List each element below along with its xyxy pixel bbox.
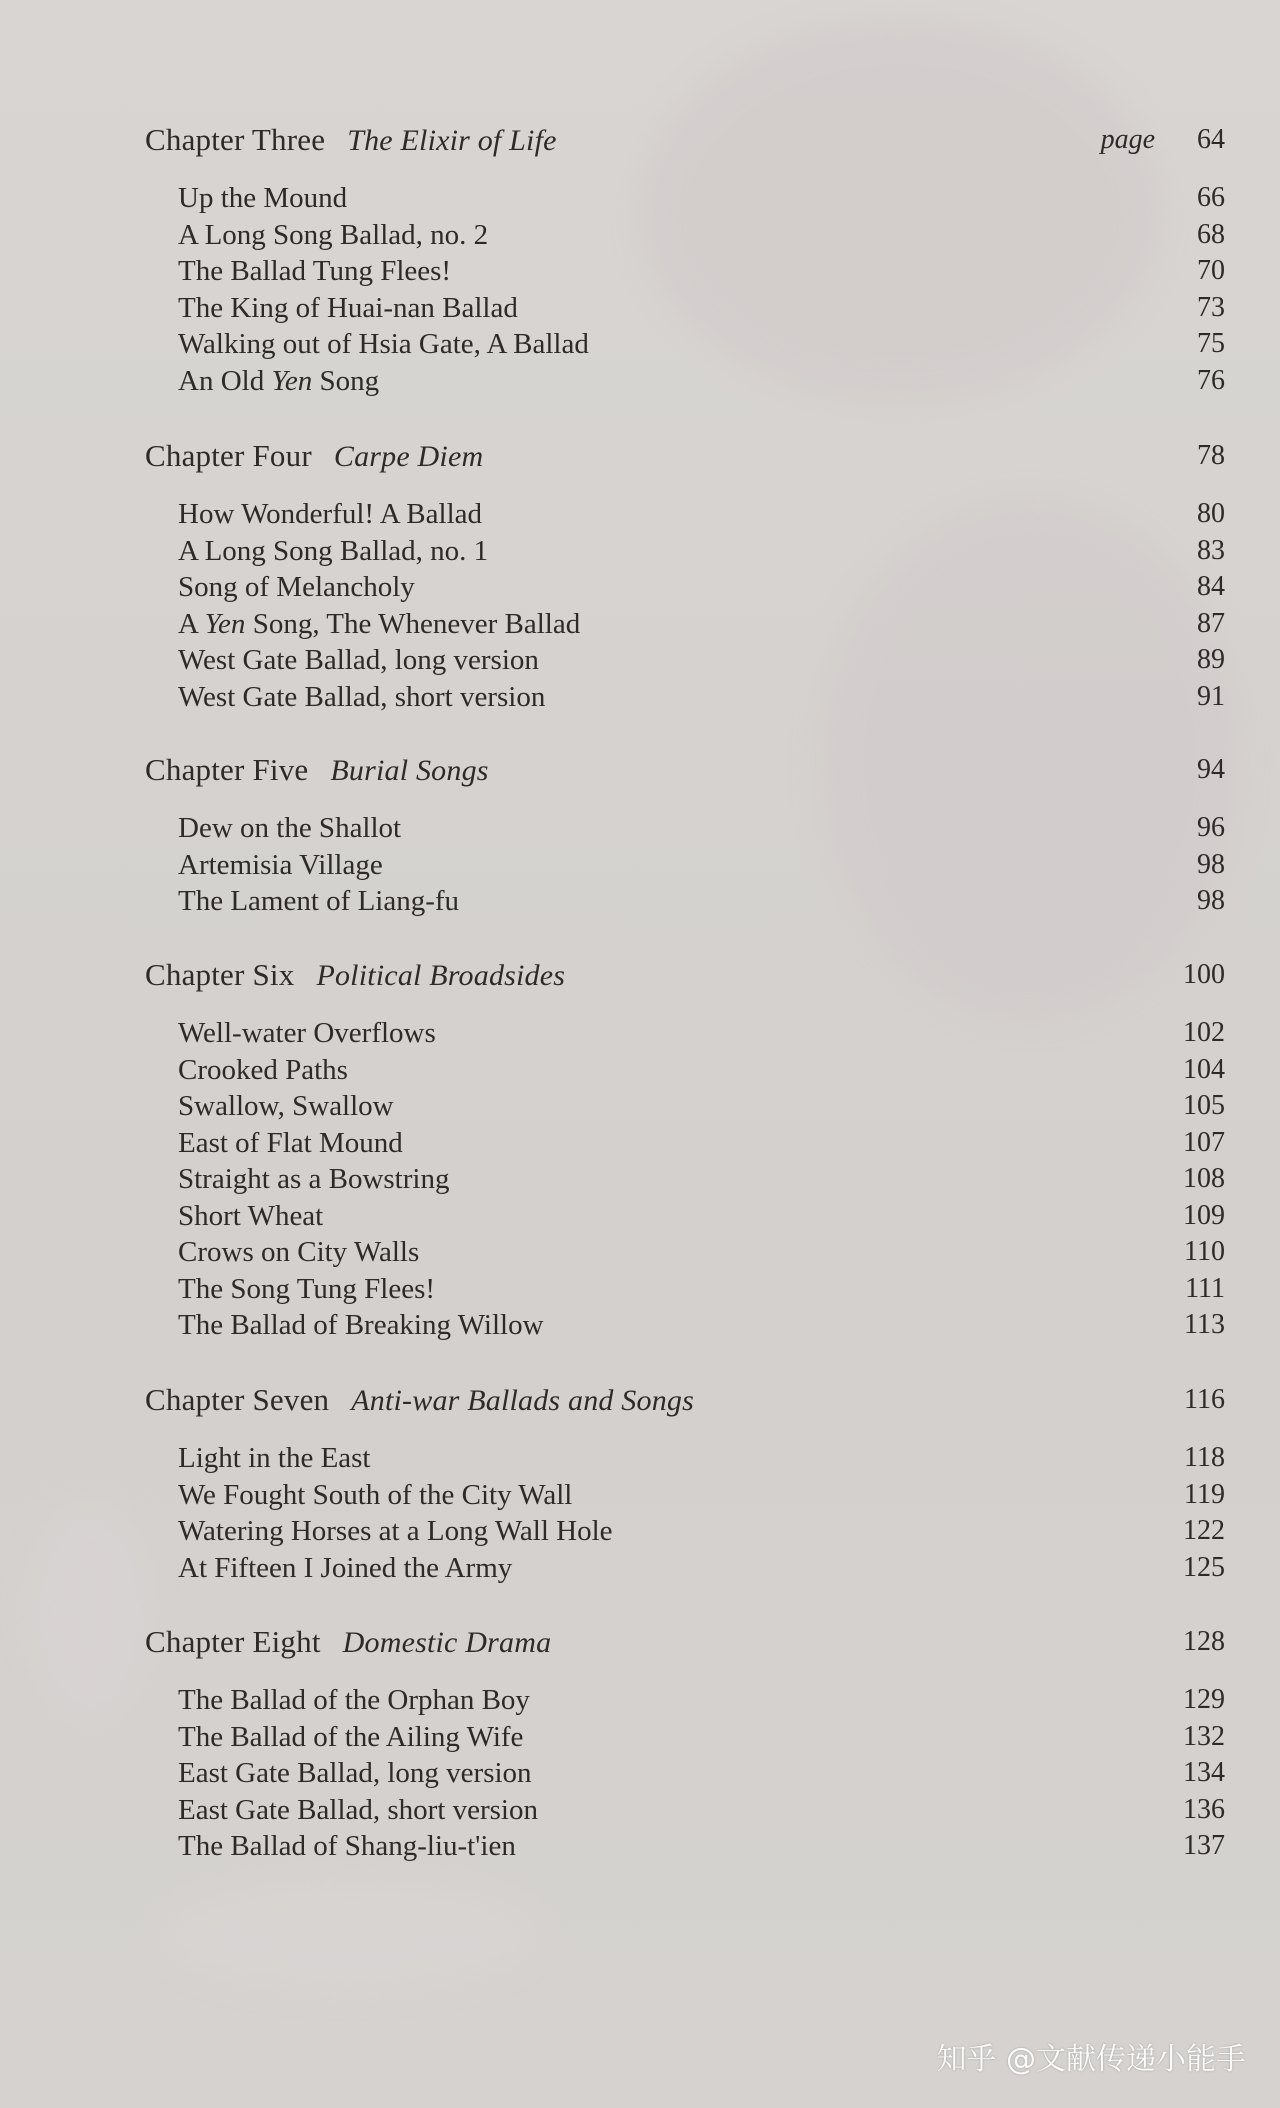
chapter-heading [145, 120, 1225, 160]
chapter-number: Chapter Six [145, 957, 295, 992]
chapter-items [145, 1015, 1225, 1344]
entry-page: 108 [1183, 1163, 1225, 1194]
entry-title: Straight as a Bowstring [178, 1163, 450, 1195]
chapter-items [145, 180, 1225, 399]
chapter-heading [145, 1622, 1225, 1662]
chapter-four [145, 436, 1225, 715]
chapter-page-number: 100 [1183, 959, 1225, 990]
entry-title: The Ballad of Breaking Willow [178, 1309, 544, 1341]
toc-entry[interactable] [145, 1792, 1225, 1829]
entry-page: 113 [1184, 1309, 1225, 1340]
entry-title: The Ballad Tung Flees! [178, 255, 452, 287]
entry-title-part: Song [312, 364, 380, 397]
entry-title: Light in the East [178, 1442, 371, 1474]
entry-page: 129 [1183, 1684, 1225, 1715]
entry-title-part: Song, The Whenever Ballad [245, 607, 581, 640]
toc-entry[interactable] [145, 326, 1225, 363]
toc-entry[interactable] [145, 1052, 1225, 1089]
chapter-heading [145, 1380, 1225, 1420]
entry-title-part: A [178, 607, 205, 640]
entry-title: Artemisia Village [178, 848, 383, 881]
toc-entry[interactable] [145, 1550, 1225, 1587]
entry-title: Short Wheat [178, 1199, 324, 1232]
entry-page: 136 [1183, 1793, 1225, 1825]
chapter-items [145, 1682, 1225, 1865]
toc-entry[interactable] [145, 253, 1225, 290]
entry-title: The Song Tung Flees! [178, 1272, 436, 1305]
entry-page: 66 [1197, 182, 1225, 213]
entry-title: The King of Huai-nan Ballad [178, 291, 518, 324]
toc-entry[interactable] [145, 1513, 1225, 1550]
chapter-label [145, 750, 489, 791]
entry-page: 75 [1197, 328, 1225, 359]
toc-entry[interactable] [145, 810, 1225, 847]
toc-entry[interactable] [145, 1307, 1225, 1344]
chapter-page-number: 94 [1197, 754, 1225, 785]
entry-page: 107 [1183, 1126, 1225, 1158]
chapter-three [145, 120, 1225, 399]
entry-title: East Gate Ballad, short version [178, 1793, 538, 1826]
entry-title: Up the Mound [178, 182, 348, 214]
toc-entry[interactable] [145, 1719, 1225, 1756]
entry-page: 105 [1183, 1090, 1225, 1121]
chapter-items [145, 810, 1225, 920]
entry-page: 80 [1197, 498, 1225, 529]
entry-title: Walking out of Hsia Gate, A Ballad [178, 328, 589, 360]
paper-stain [30, 1500, 150, 1720]
entry-title: A Long Song Ballad, no. 2 [178, 218, 489, 251]
toc-entry[interactable] [145, 1755, 1225, 1792]
entry-title: West Gate Ballad, long version [178, 644, 539, 676]
entry-page: 110 [1184, 1236, 1225, 1267]
entry-title: Swallow, Swallow [178, 1090, 394, 1122]
toc-entry[interactable] [145, 1682, 1225, 1719]
toc-entry[interactable] [145, 1161, 1225, 1198]
chapter-title: Anti-war Ballads and Songs [351, 1384, 694, 1417]
chapter-heading [145, 750, 1225, 790]
toc-entry[interactable] [145, 1088, 1225, 1125]
chapter-title: Burial Songs [330, 754, 489, 787]
entry-title: Crooked Paths [178, 1053, 348, 1086]
entry-page: 134 [1183, 1757, 1225, 1788]
entry-title [178, 365, 379, 397]
entry-page: 96 [1197, 812, 1225, 843]
entry-title: How Wonderful! A Ballad [178, 498, 483, 530]
toc-entry[interactable] [145, 1015, 1225, 1052]
chapter-title: Carpe Diem [333, 440, 484, 473]
chapter-five [145, 750, 1225, 920]
entry-title: Song of Melancholy [178, 571, 415, 603]
chapter-number: Chapter Three [145, 122, 326, 157]
entry-title: The Ballad of the Ailing Wife [178, 1720, 524, 1753]
entry-title-italic: Yen [204, 607, 246, 640]
chapter-page-number: 78 [1197, 440, 1225, 471]
chapter-label [145, 1622, 551, 1663]
entry-page: 104 [1183, 1053, 1225, 1085]
entry-page: 70 [1197, 255, 1225, 286]
chapter-heading [145, 436, 1225, 476]
chapter-title: Domestic Drama [342, 1626, 552, 1659]
chapter-label [145, 436, 483, 477]
entry-page: 98 [1197, 848, 1225, 880]
toc-entry[interactable] [145, 679, 1225, 716]
toc-entry[interactable] [145, 606, 1225, 643]
toc-entry[interactable] [145, 1440, 1225, 1477]
entry-title: A Long Song Ballad, no. 1 [178, 534, 489, 567]
toc-entry[interactable] [145, 290, 1225, 327]
chapter-label [145, 1380, 694, 1421]
toc-entry[interactable] [145, 217, 1225, 254]
entry-page: 73 [1197, 291, 1225, 323]
chapter-eight [145, 1622, 1225, 1865]
entry-title: Watering Horses at a Long Wall Hole [178, 1515, 613, 1547]
entry-page: 89 [1197, 644, 1225, 675]
toc-entry[interactable] [145, 1477, 1225, 1514]
toc-entry[interactable] [145, 1198, 1225, 1235]
toc-entry[interactable] [145, 847, 1225, 884]
chapter-heading [145, 955, 1225, 995]
toc-entry[interactable] [145, 1828, 1225, 1865]
toc-entry[interactable] [145, 533, 1225, 570]
watermark: 知乎 @文献传递小能手 [936, 2042, 1246, 2077]
chapter-page-number: 64 [1197, 124, 1225, 155]
entry-title: West Gate Ballad, short version [178, 680, 546, 713]
entry-title: Crows on City Walls [178, 1236, 420, 1268]
entry-page: 132 [1183, 1720, 1225, 1752]
entry-page: 122 [1183, 1515, 1225, 1546]
chapter-number: Chapter Seven [145, 1382, 330, 1417]
toc-entry[interactable] [145, 363, 1225, 400]
entry-page: 84 [1197, 571, 1225, 602]
entry-title: We Fought South of the City Wall [178, 1478, 573, 1511]
toc-entry[interactable] [145, 1271, 1225, 1308]
entry-page: 68 [1197, 218, 1225, 250]
entry-page: 111 [1185, 1272, 1225, 1304]
entry-title: East Gate Ballad, long version [178, 1757, 532, 1789]
entry-title: The Ballad of the Orphan Boy [178, 1684, 530, 1716]
entry-title-part: An Old [178, 364, 272, 397]
entry-page: 87 [1197, 607, 1225, 639]
entry-title: Well-water Overflows [178, 1017, 436, 1049]
toc-entry[interactable] [145, 180, 1225, 217]
entry-page: 76 [1197, 364, 1225, 396]
entry-page: 102 [1183, 1017, 1225, 1048]
entry-title-italic: Yen [271, 364, 313, 397]
entry-title [178, 608, 580, 640]
toc-entry[interactable] [145, 883, 1225, 920]
entry-title: East of Flat Mound [178, 1126, 403, 1159]
entry-title: The Ballad of Shang-liu-t'ien [178, 1830, 516, 1862]
chapter-label [145, 120, 557, 161]
entry-title: The Lament of Liang-fu [178, 885, 460, 917]
chapter-number: Chapter Eight [145, 1624, 321, 1659]
entry-title: Dew on the Shallot [178, 812, 402, 844]
chapter-page-number: 128 [1183, 1626, 1225, 1657]
toc-entry[interactable] [145, 1125, 1225, 1162]
chapter-items [145, 496, 1225, 715]
entry-page: 125 [1183, 1551, 1225, 1583]
page-word: page [1100, 124, 1155, 155]
entry-page: 137 [1183, 1830, 1225, 1861]
chapter-title: The Elixir of Life [347, 124, 557, 157]
entry-title: At Fifteen I Joined the Army [178, 1551, 513, 1584]
chapter-six [145, 955, 1225, 1344]
chapter-seven [145, 1380, 1225, 1586]
chapter-label [145, 955, 565, 996]
chapter-items [145, 1440, 1225, 1586]
toc-entry[interactable] [145, 569, 1225, 606]
toc-entry[interactable] [145, 1234, 1225, 1271]
entry-page: 119 [1184, 1478, 1225, 1510]
entry-page: 118 [1184, 1442, 1225, 1473]
entry-page: 83 [1197, 534, 1225, 566]
entry-page: 98 [1197, 885, 1225, 916]
chapter-number: Chapter Four [145, 438, 312, 473]
toc-entry[interactable] [145, 496, 1225, 533]
toc-entry[interactable] [145, 642, 1225, 679]
chapter-title: Political Broadsides [316, 959, 566, 992]
chapter-page-number: 116 [1184, 1384, 1225, 1415]
paper-stain [160, 1880, 540, 1990]
entry-page: 109 [1183, 1199, 1225, 1231]
entry-page: 91 [1197, 680, 1225, 712]
chapter-number: Chapter Five [145, 752, 309, 787]
